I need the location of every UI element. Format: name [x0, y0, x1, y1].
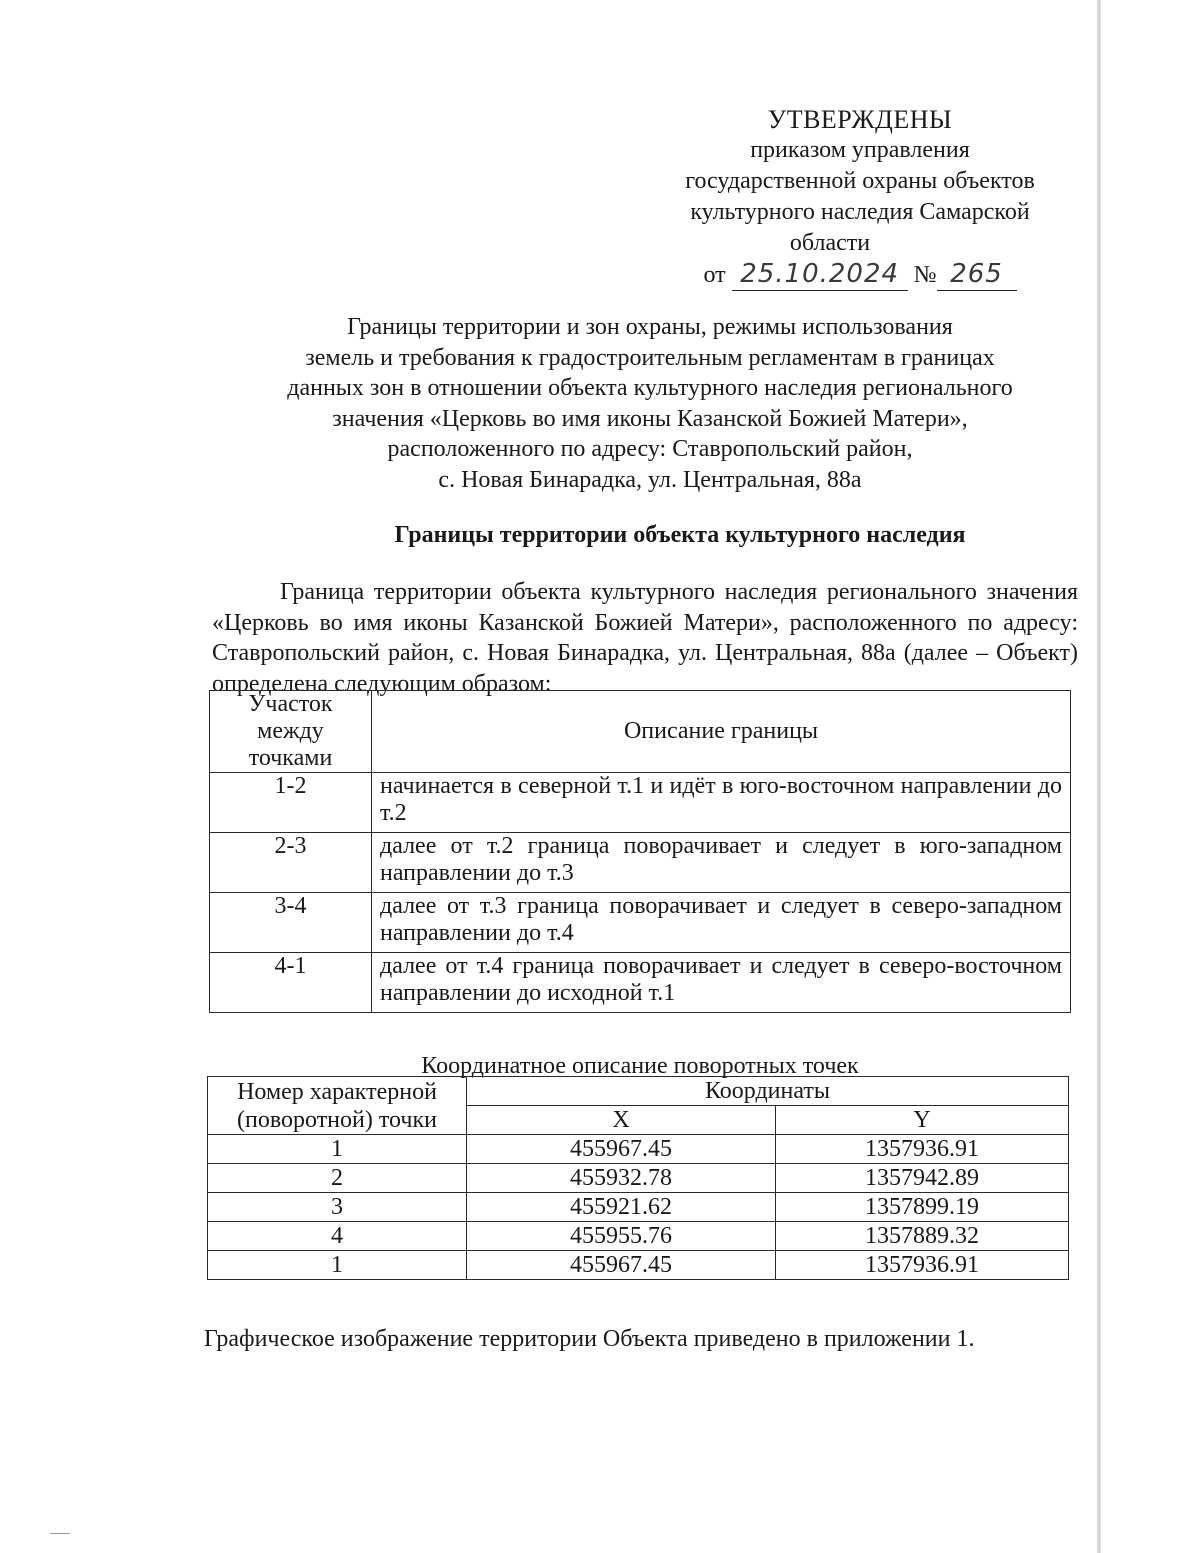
scan-artifact-dash	[50, 1533, 70, 1534]
point-cell: 3	[208, 1193, 467, 1222]
point-cell: 4	[208, 1222, 467, 1251]
table-row	[208, 1164, 1069, 1193]
header-point-line: (поворотной) точки	[237, 1106, 437, 1133]
segment-cell: 1-2	[210, 773, 372, 833]
header-segment-line: точками	[248, 745, 333, 771]
approval-line: приказом управления	[750, 137, 970, 163]
x-cell: 455955.76	[467, 1222, 776, 1251]
boundary-table	[209, 690, 1071, 1013]
table-row	[210, 953, 1071, 1013]
segment-cell: 3-4	[210, 893, 372, 953]
x-cell: 455967.45	[467, 1135, 776, 1164]
approval-title: УТВЕРЖДЕНЫ	[767, 105, 953, 134]
table-row	[210, 773, 1071, 833]
coordinates-table	[207, 1076, 1069, 1280]
title-line: значения «Церковь во имя иконы Казанской Божией Матери»,	[332, 405, 968, 432]
header-coordinates: Координаты	[467, 1077, 1069, 1106]
x-cell: 455921.62	[467, 1193, 776, 1222]
table-row	[210, 893, 1071, 953]
title-line: земель и требования к градостроительным регламентам в границах	[305, 344, 995, 371]
handwritten-number: 265	[950, 259, 1003, 289]
segment-cell: 4-1	[210, 953, 372, 1013]
x-cell: 455967.45	[467, 1251, 776, 1280]
scan-edge-line	[1097, 0, 1101, 1553]
y-cell: 1357936.91	[776, 1251, 1069, 1280]
point-cell: 2	[208, 1164, 467, 1193]
description-cell: далее от т.3 граница поворачивает и следует в северо-западном направлении до т.4	[372, 893, 1071, 953]
header-x: X	[467, 1106, 776, 1135]
title-line: с. Новая Бинарадка, ул. Центральная, 88а	[438, 466, 862, 493]
title-line: расположенного по адресу: Ставропольский район,	[387, 436, 913, 462]
y-cell: 1357936.91	[776, 1135, 1069, 1164]
point-cell: 1	[208, 1251, 467, 1280]
approval-line: области	[789, 230, 871, 256]
y-cell: 1357942.89	[776, 1164, 1069, 1193]
header-point	[208, 1077, 467, 1135]
title-line: Границы территории и зон охраны, режимы использования	[347, 314, 953, 340]
footer-text: Графическое изображение территории Объекта приведено в приложении 1.	[204, 1326, 975, 1352]
approval-block	[650, 104, 1070, 293]
y-cell: 1357899.19	[776, 1193, 1069, 1222]
header-segment	[210, 691, 372, 773]
table-row	[208, 1222, 1069, 1251]
coordinates-header-row	[208, 1077, 1069, 1106]
section-title: Границы территории объекта культурного наследия	[394, 522, 966, 548]
date-prefix: от	[703, 262, 726, 288]
description-cell: далее от т.2 граница поворачивает и следует в юго-западном направлении до т.3	[372, 833, 1071, 893]
body-paragraph: Граница территории объекта культурного наследия регионального значения «Церковь во имя иконы Казанской Божией Матери», расположенного по адресу: Ставропольский район, с. Новая Бинарадка, ул. Центральная, 88а (далее – Объект) определена следующим образом:	[212, 579, 1078, 697]
approval-line: государственной охраны объектов	[685, 168, 1035, 194]
table-row	[208, 1251, 1069, 1280]
header-y: Y	[776, 1106, 1069, 1135]
document-title	[240, 312, 1060, 495]
y-cell: 1357889.32	[776, 1222, 1069, 1251]
description-cell: далее от т.4 граница поворачивает и следует в северо-восточном направлении до исходной т.1	[372, 953, 1071, 1013]
x-cell: 455932.78	[467, 1164, 776, 1193]
description-cell: начинается в северной т.1 и идёт в юго-восточном направлении до т.2	[372, 773, 1071, 833]
table-row	[208, 1135, 1069, 1164]
header-segment-line: между	[257, 718, 324, 744]
segment-cell: 2-3	[210, 833, 372, 893]
boundary-table-header	[210, 691, 1071, 773]
header-description: Описание границы	[372, 691, 1071, 773]
table-row	[210, 833, 1071, 893]
header-segment-line: Участок	[248, 691, 333, 717]
table-row	[208, 1193, 1069, 1222]
number-prefix: №	[913, 262, 937, 288]
approval-date-line	[650, 259, 1070, 293]
header-point-line: Номер характерной	[237, 1078, 437, 1105]
title-line: данных зон в отношении объекта культурного наследия регионального	[287, 375, 1013, 401]
handwritten-date: 25.10.2024	[740, 259, 900, 289]
approval-line: культурного наследия Самарской	[690, 199, 1030, 225]
point-cell: 1	[208, 1135, 467, 1164]
coordinates-title: Координатное описание поворотных точек	[421, 1053, 859, 1079]
